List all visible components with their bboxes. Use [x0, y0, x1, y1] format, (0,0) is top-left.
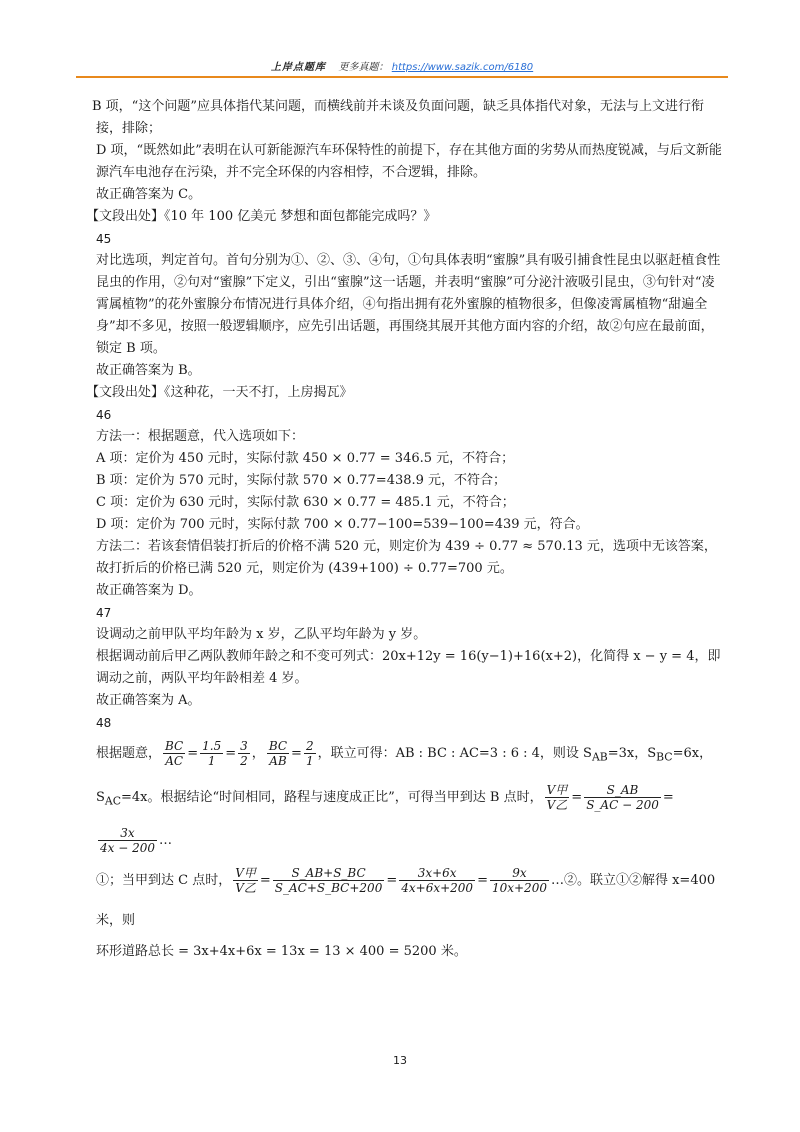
fraction [490, 866, 549, 895]
paragraph: 方法二：若该套情侣装打折后的价格不满 520 元，则定价为 439 ÷ 0.77 ≈ 570.13 元，选项中无该答案，故打折后的价格已满 520 元，则定价为 (439+100) ÷ 0.77=700 元。 [96, 539, 717, 576]
page-header [76, 58, 728, 73]
paragraph: D 项，“既然如此”表明在认可新能源汽车环保特性的前提下，存在其他方面的劣势从而热度锐减，与后文新能源汽车电池存在污染，并不完全环保的内容相悖，不合逻辑，排除。 [96, 143, 722, 180]
paragraph: 故正确答案为 A。 [96, 693, 201, 708]
formula-line: ①；当甲到达 C 点时， $\frac{\text{V甲}}{\text{V乙}}$ = $\frac{S\_AB+S\_BC}{S\_AC+S\_BC+200}$ = $\frac{3x+6x}{4x+6x+200}$ = $\frac{9x}{10x+200}$ …②。联立①②解得 x=400 米，则 [96, 866, 716, 929]
paragraph: C 项：定价为 630 元时，实际付款 630 × 0.77 = 485.1 元，不符合； [96, 495, 515, 510]
fraction [545, 783, 570, 812]
page-number: 13 [393, 1054, 407, 1067]
text: …②。联立①②解得 x=400 米，则 [96, 873, 716, 929]
denominator: V乙 [235, 881, 256, 896]
text: =6x， [672, 746, 713, 761]
fraction [233, 866, 258, 895]
denominator: S_AC − 200 [586, 797, 659, 812]
header-divider [76, 76, 728, 78]
paragraph: B 项，“这个问题”应具体指代某问题，而横线前并未谈及负面问题，缺乏具体指代对象，无法与上文进行衔接，排除； [92, 99, 704, 136]
paragraph: 故正确答案为 C。 [96, 187, 202, 202]
subscript: BC [656, 750, 673, 764]
numerator: 3 [240, 739, 248, 753]
denominator: 1 [305, 754, 314, 768]
numerator: V甲 [546, 782, 568, 797]
question-number: 46 [96, 408, 112, 422]
text: =4x。根据结论“时间相同，路程与速度成正比”，可得当甲到达 B 点时， [121, 789, 543, 805]
numerator: BC [165, 739, 184, 753]
fraction [267, 739, 289, 768]
fraction [273, 866, 385, 895]
formula-line: $S_{AC}=4x$。根据结论“时间相同，路程与速度成正比”，可得当甲到达 B 点时， $\frac{\text{V甲}}{\text{V乙}}$ = $\frac{S\_AB}{S\_AC - 200}$ = $\frac{3x}{4x - 200}$ … [96, 782, 674, 856]
paragraph: 设调动之前甲队平均年龄为 x 岁，乙队平均年龄为 y 岁。 [96, 627, 427, 642]
fraction [98, 826, 157, 855]
text: =3x，S [607, 746, 657, 761]
denominator: 4x+6x+200 [401, 881, 474, 896]
question-number: 48 [96, 716, 112, 730]
numerator: S_AB [584, 783, 661, 798]
numerator: 1.5 [202, 739, 222, 753]
paragraph: 方法一：根据题意，代入选项如下： [96, 429, 305, 444]
numerator: 3x [98, 826, 157, 841]
numerator: 9x [490, 866, 549, 881]
numerator: S_AB+S_BC [273, 866, 385, 881]
denominator: AC [165, 754, 184, 768]
paragraph: D 项：定价为 700 元时，实际付款 700 × 0.77−100=539−100=439 元，符合。 [96, 517, 589, 532]
header-site-name: 上岸点题库 [270, 62, 326, 73]
question-number: 47 [96, 606, 112, 620]
paragraph: A 项：定价为 450 元时，实际付款 450 × 0.77 = 346.5 元，不符合； [96, 451, 515, 466]
text: … [159, 833, 172, 849]
denominator: V乙 [546, 797, 568, 812]
fraction [399, 866, 475, 895]
fraction [238, 739, 250, 768]
denominator: 2 [240, 754, 248, 768]
denominator: AB [269, 754, 287, 768]
paragraph: 故正确答案为 B。 [96, 363, 201, 378]
denominator: 1 [207, 754, 216, 768]
denominator: 4x − 200 [100, 841, 155, 856]
paragraph: 根据调动前后甲乙两队教师年龄之和不变可列式：20x+12y = 16(y−1)+16(x+2)，化简得 x − y = 4，即调动之前，两队平均年龄相差 4 岁。 [96, 649, 721, 686]
page-content [86, 96, 724, 963]
text: 根据题意， [96, 746, 162, 761]
header-label: 更多真题： [338, 62, 389, 73]
formula-line: 根据题意， $\frac{BC}{AC}$ = $\frac{1.5}{1}$ = $\frac{3}{2}$ ， $\frac{BC}{AB}$ = $\frac{2}{1}$ ，联立可得：AB : BC : AC=3 : 6 : 4，则设 $S_{AB}=3x$，$S_{BC}=6x$， [96, 739, 713, 768]
header-link[interactable]: https://www.sazik.com/6180 [391, 62, 534, 73]
paragraph: 环形道路总长 = 3x+4x+6x = 13x = 13 × 400 = 5200 米。 [96, 944, 467, 960]
paragraph: 对比选项，判定首句。首句分别为①、②、③、④句，①句具体表明“蜜腺”具有吸引捕食性昆虫以驱赶植食性昆虫的作用，②句对“蜜腺”下定义，引出“蜜腺”这一话题，并表明“蜜腺”可分泌汁液吸引昆虫，③句针对“凌霄属植物”的花外蜜腺分布情况进行具体介绍，④句指出拥有花外蜜腺的植物很多，但像凌霄属植物“甜遍全身”却不多见，按照一般逻辑顺序，应先引出话题，再围绕其展开其他方面内容的介绍，故②句应在最前面，锁定 B 项。 [96, 253, 721, 356]
numerator: BC [268, 739, 288, 753]
source-note: 【文段出处】《10 年 100 亿美元 梦想和面包都能完成吗？》 [86, 209, 437, 224]
numerator: V甲 [235, 866, 256, 881]
fraction [163, 739, 185, 768]
subscript: AB [591, 750, 608, 764]
text: ①；当甲到达 C 点时， [96, 873, 232, 889]
denominator: S_AC+S_BC+200 [274, 881, 383, 896]
text: ，联立可得：AB : BC : AC=3 : 6 : 4，则设 S [317, 746, 592, 761]
paragraph: 故正确答案为 D。 [96, 583, 202, 598]
fraction [304, 739, 316, 768]
denominator: 10x+200 [491, 881, 547, 896]
fraction [584, 783, 661, 812]
subscript: AC [104, 794, 122, 808]
numerator: 2 [305, 739, 314, 753]
paragraph: B 项：定价为 570 元时，实际付款 570 × 0.77=438.9 元，不符合； [96, 473, 507, 488]
question-number: 45 [96, 232, 112, 246]
fraction [200, 739, 223, 768]
source-note: 【文段出处】《这种花，一天不打，上房揭瓦》 [86, 385, 353, 400]
text: S [96, 789, 105, 805]
numerator: 3x+6x [399, 866, 475, 881]
